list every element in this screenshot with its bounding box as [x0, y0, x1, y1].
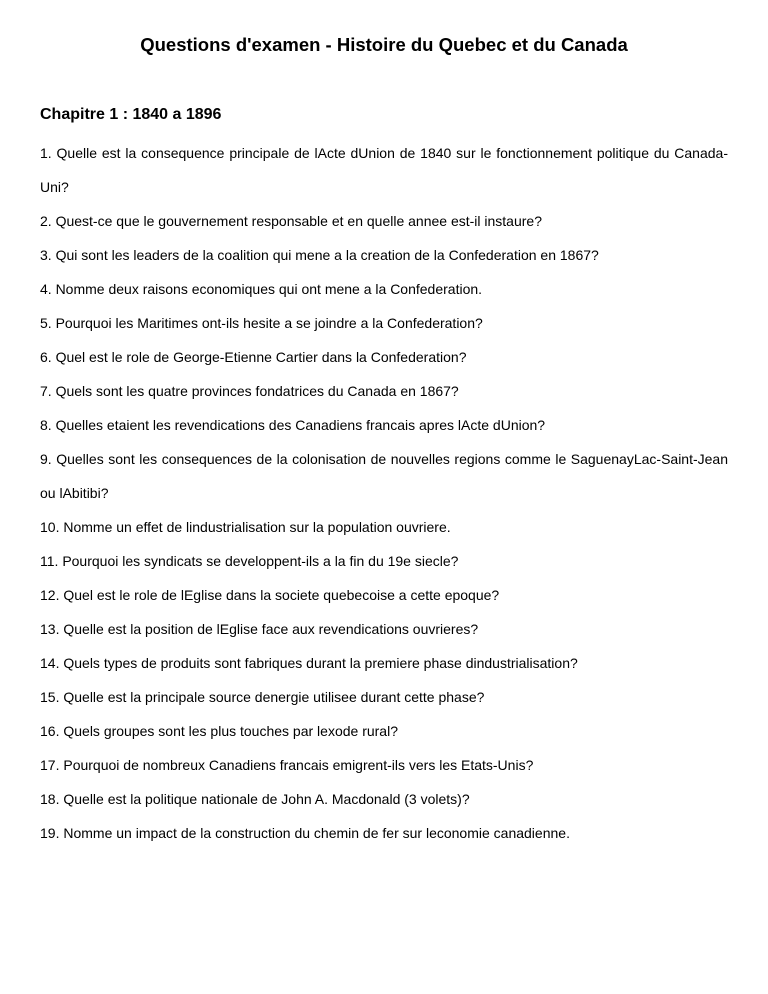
question-item: 7. Quels sont les quatre provinces fondatrices du Canada en 1867? — [40, 383, 459, 399]
question-item: 11. Pourquoi les syndicats se developpent-ils a la fin du 19e siecle? — [40, 553, 459, 569]
question-item: 4. Nomme deux raisons economiques qui ont mene a la Confederation. — [40, 281, 483, 297]
question-item: 14. Quels types de produits sont fabriques durant la premiere phase dindustrialisation? — [40, 655, 578, 671]
chapter-heading: Chapitre 1 : 1840 a 1896 — [40, 106, 222, 123]
question-item: 9. Quelles sont les consequences de la colonisation de nouvelles regions comme le SaguenayLac-Saint-Jean ou lAbitibi? — [40, 451, 728, 501]
document-title: Questions d'examen - Histoire du Quebec et du Canada — [140, 34, 628, 55]
question-item: 18. Quelle est la politique nationale de John A. Macdonald (3 volets)? — [40, 791, 470, 807]
question-item: 19. Nomme un impact de la construction du chemin de fer sur leconomie canadienne. — [40, 825, 570, 841]
question-item: 1. Quelle est la consequence principale de lActe dUnion de 1840 sur le fonctionnement politique du Canada-Uni? — [40, 145, 728, 195]
question-list — [40, 136, 728, 850]
question-item: 6. Quel est le role de George-Etienne Cartier dans la Confederation? — [40, 349, 467, 365]
question-item: 13. Quelle est la position de lEglise face aux revendications ouvrieres? — [40, 621, 479, 637]
question-item: 2. Quest-ce que le gouvernement responsable et en quelle annee est-il instaure? — [40, 213, 542, 229]
question-item: 8. Quelles etaient les revendications des Canadiens francais apres lActe dUnion? — [40, 417, 546, 433]
question-item: 3. Qui sont les leaders de la coalition qui mene a la creation de la Confederation en 1867? — [40, 247, 599, 263]
question-item: 10. Nomme un effet de lindustrialisation sur la population ouvriere. — [40, 519, 451, 535]
question-item: 16. Quels groupes sont les plus touches par lexode rural? — [40, 723, 398, 739]
question-item: 17. Pourquoi de nombreux Canadiens francais emigrent-ils vers les Etats-Unis? — [40, 757, 534, 773]
question-item: 15. Quelle est la principale source denergie utilisee durant cette phase? — [40, 689, 485, 705]
question-item: 12. Quel est le role de lEglise dans la societe quebecoise a cette epoque? — [40, 587, 500, 603]
question-item: 5. Pourquoi les Maritimes ont-ils hesite a se joindre a la Confederation? — [40, 315, 483, 331]
